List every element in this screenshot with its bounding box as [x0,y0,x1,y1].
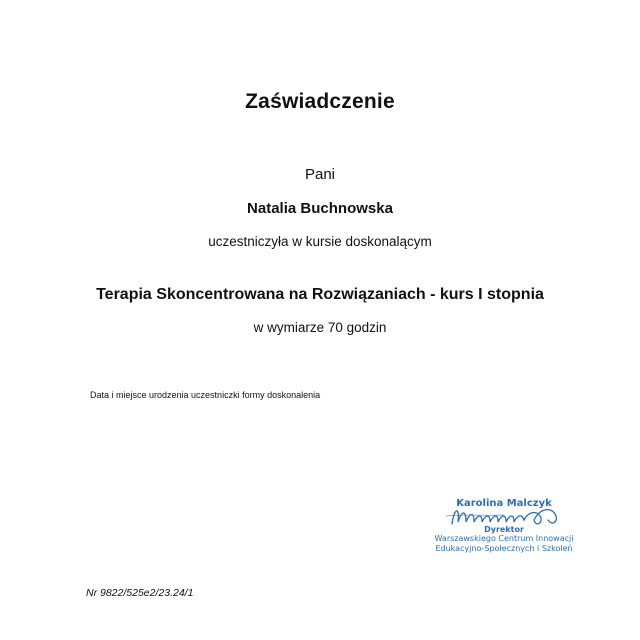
participant-name: Natalia Buchnowska [247,200,393,217]
participation-text: uczestniczyła w kursie doskonalącym [208,234,432,249]
stamp-role: Dyrektor [484,525,524,534]
document-number: Nr 9822/525e2/23.24/1 [86,587,194,599]
certificate-title: Zaświadczenie [245,90,395,113]
course-duration: w wymiarze 70 godzin [253,320,387,335]
course-name: Terapia Skoncentrowana na Rozwiązaniach - kurs I stopnia [96,286,544,303]
stamp-institution-line1: Warszawskiego Centrum Innowacji [434,534,574,543]
stamp-name: Karolina Malczyk [456,498,552,509]
stamp-institution-line2: Edukacyjno-Społecznych i Szkoleń [435,544,573,553]
birth-date-place-label: Data i miejsce urodzenia uczestniczki formy doskonalenia [90,390,321,400]
director-stamp [418,496,590,558]
salutation: Pani [304,166,336,183]
